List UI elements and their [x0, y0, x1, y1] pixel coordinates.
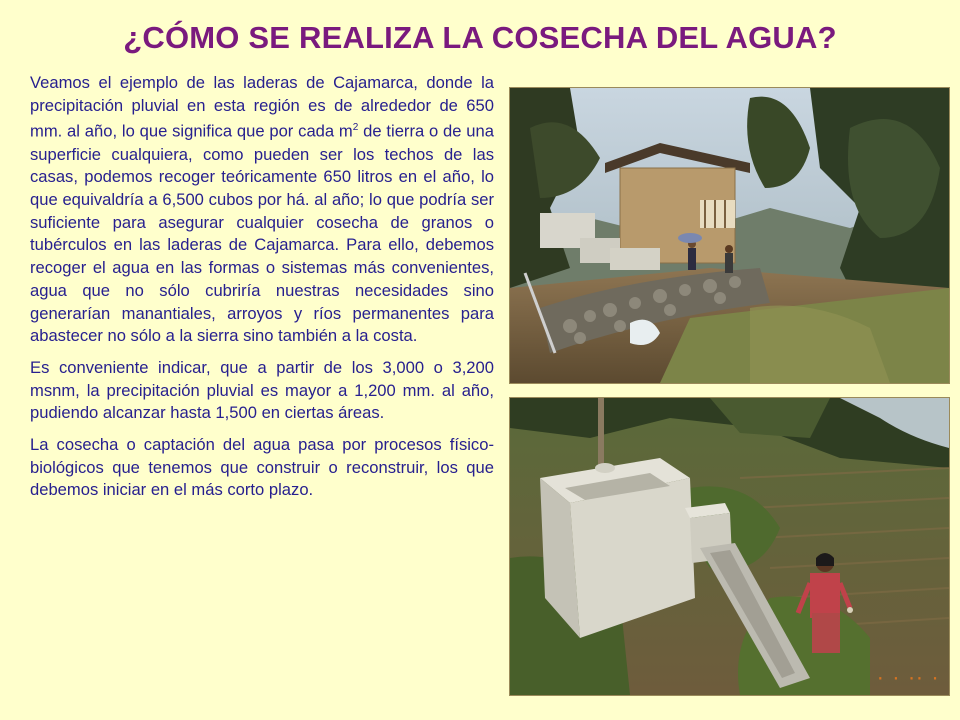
slide-title: ¿CÓMO SE REALIZA LA COSECHA DEL AGUA? — [123, 20, 837, 55]
paragraph-1-part-2: de tierra o de una superficie cualquiera, como pueden ser los techos de las casas, podemos recoger teóricamente 650 litros en el año, lo que equivaldría a 6,500 cubos por há. al año; lo que podría ser suficiente para asegurar cualquier cosecha de granos o tubérculos en las laderas de Cajamarca. Para ello, debemos recoger el agua en las formas o sistemas más convenientes, agua que no sólo cubriría nuestras necesidades sino generarían manantiales, arroyos y ríos permanentes para abastecer no sólo a la sierra sino también a la costa. — [30, 121, 494, 346]
paragraph-1 — [30, 72, 494, 348]
superscript-2: 2 — [352, 122, 359, 134]
body-text — [30, 72, 494, 511]
photo-house-hillside — [510, 88, 949, 383]
paragraph-2: Es conveniente indicar, que a partir de los 3,000 o 3,200 msnm, la precipitación pluvial es mayor a 1,200 mm. al año, pudiendo alcanzar hasta 1,500 en ciertas áreas. — [30, 357, 494, 423]
photo-water-tank — [510, 398, 949, 695]
paragraph-1-part-1: Veamos el ejemplo de las laderas de Cajamarca, donde la precipitación pluvial en esta región es de alrededor de 650 mm. al año, lo que significa que por cada m — [30, 73, 494, 141]
paragraph-3: La cosecha o captación del agua pasa por procesos físico-biológicos que tenemos que construir o reconstruir, los que debemos iniciar en el más corto plazo. — [30, 435, 494, 500]
photo-date-stamp: · · ·· · — [876, 672, 939, 687]
